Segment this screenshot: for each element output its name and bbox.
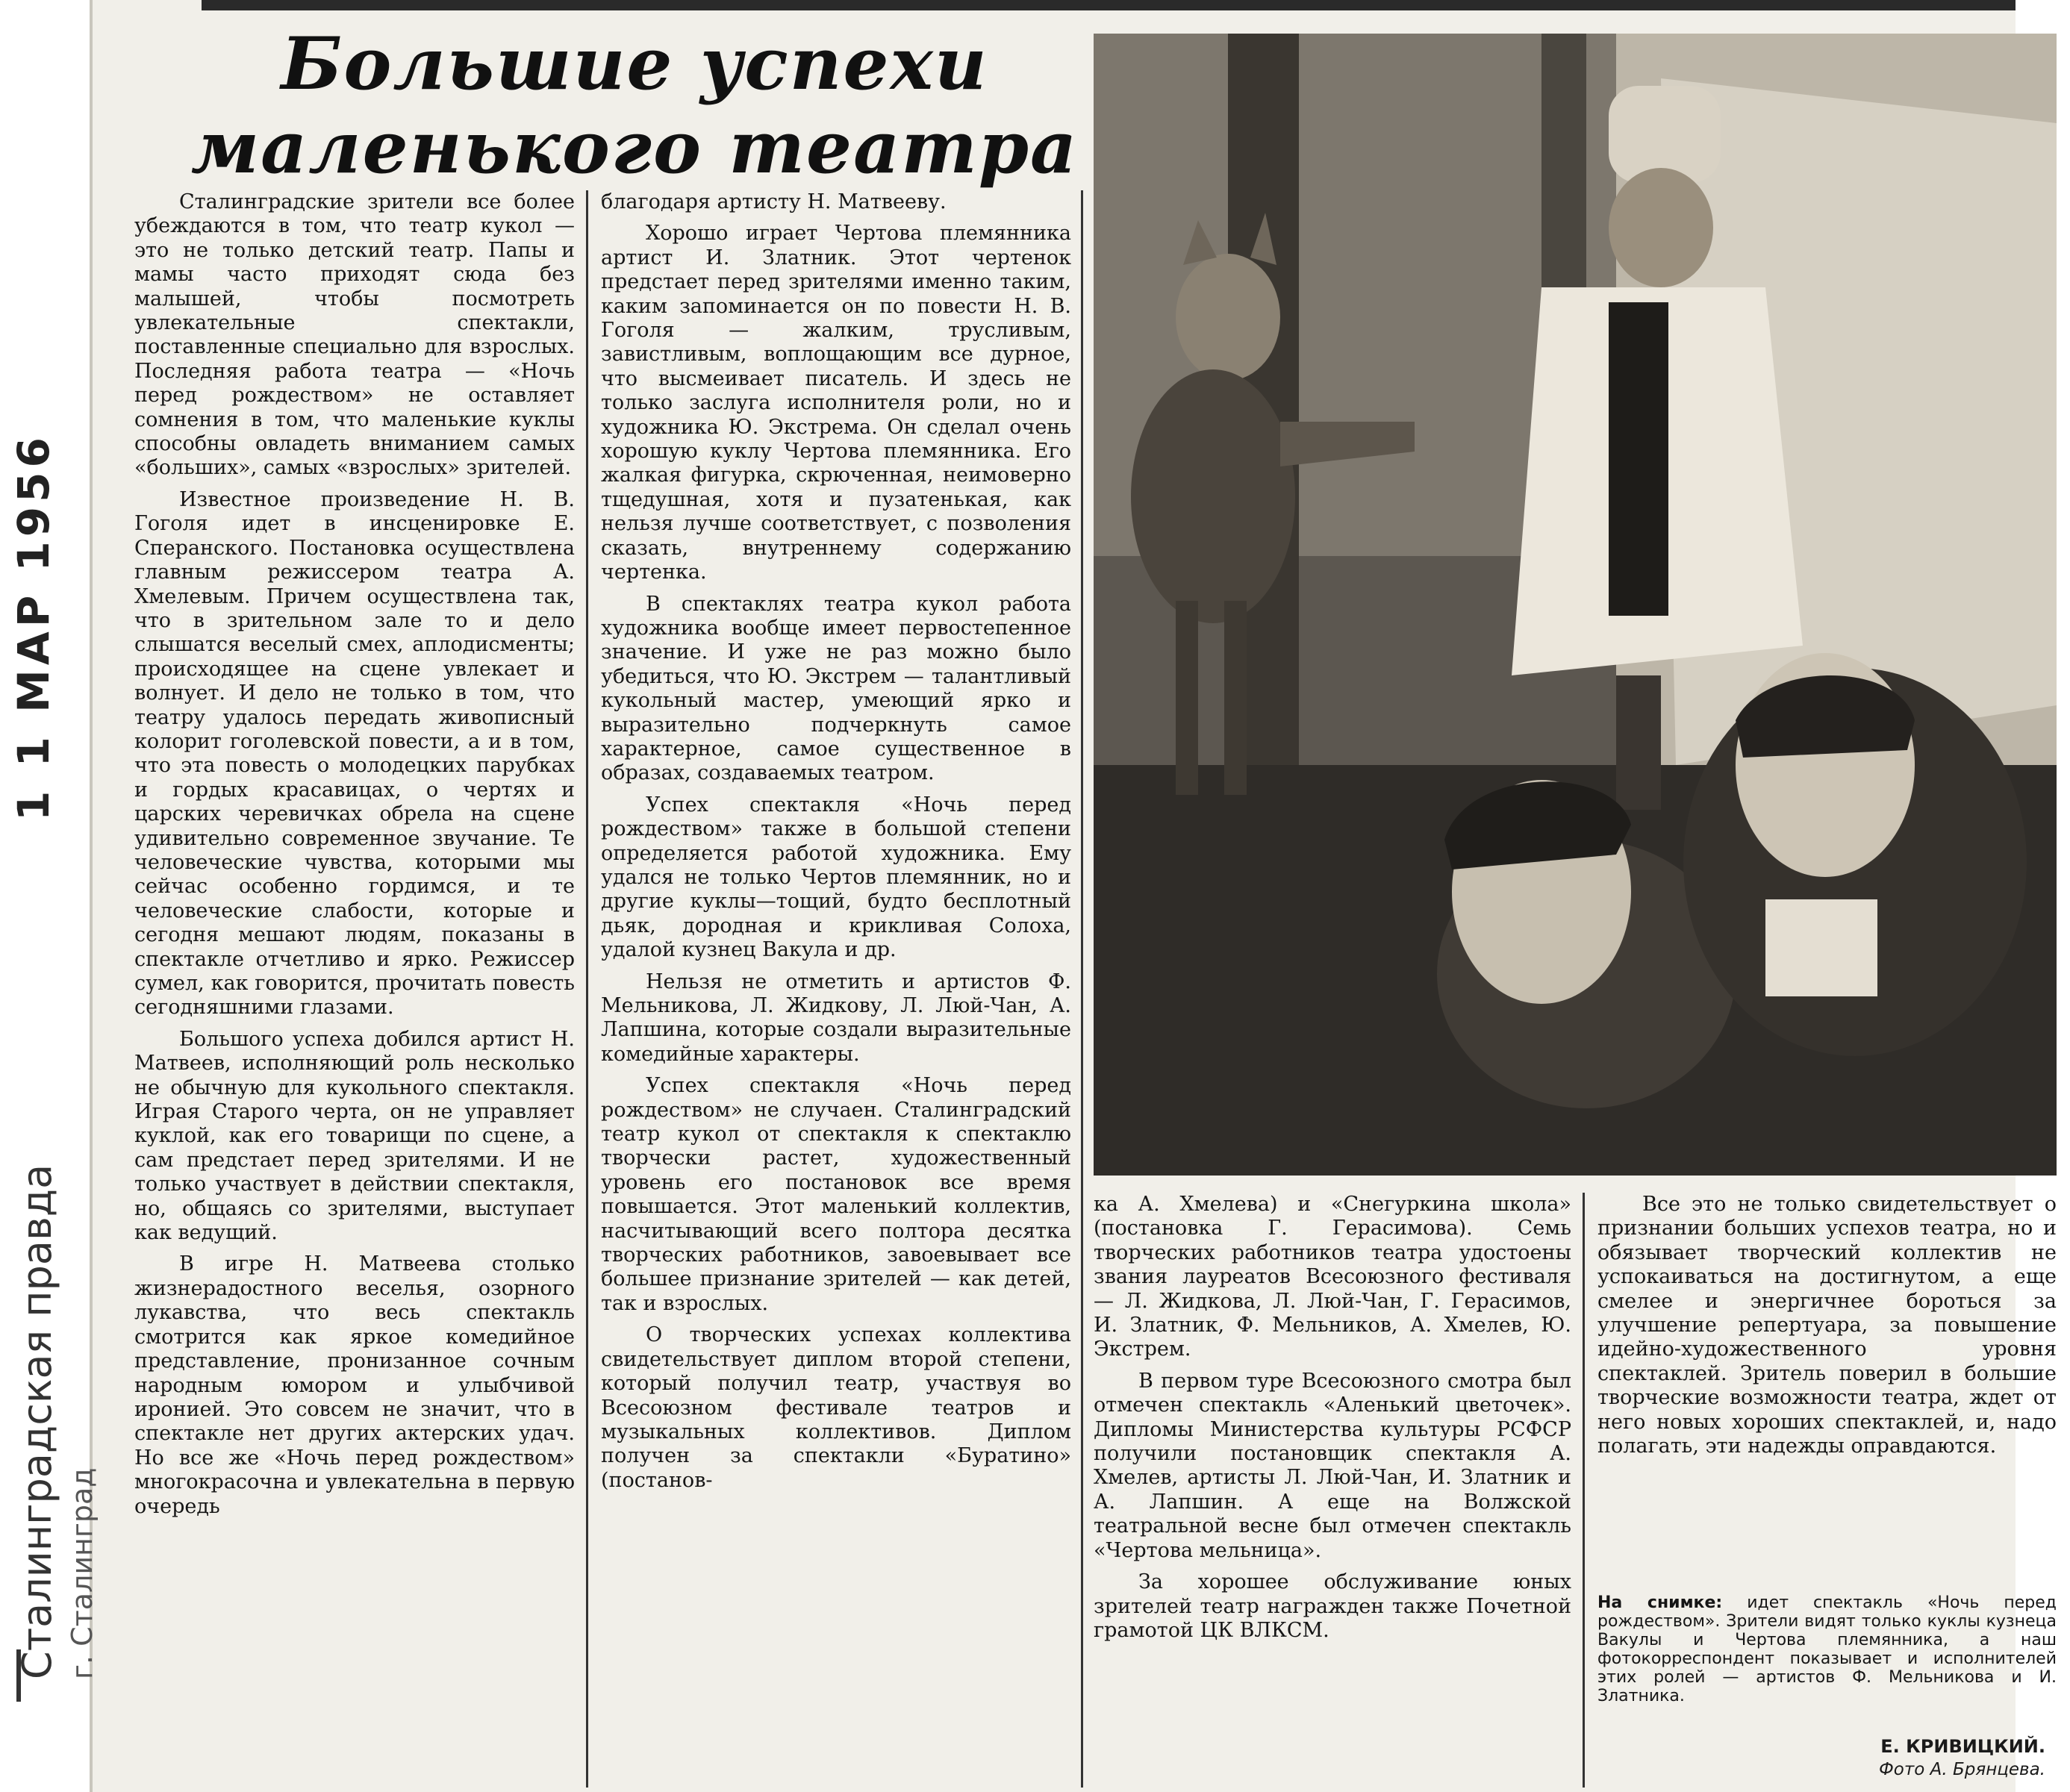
author-byline: Е. КРИВИЦКИЙ. xyxy=(1880,1736,2045,1757)
paragraph: Хорошо играет Чертова племянника артист И. Златник. Этот чертенок предстает перед зрителями именно таким, каким запоминается он по повести Н. В. Гоголя — жалким, трусливым, завистливым, воплощающим все дурное, что высмеивает писатель. И здесь не только заслуга исполнителя роли, но и художника Ю. Экстрема. Он сделал очень хорошую куклу Чертова племянника. Его жалкая фигурка, скрюченная, неимоверно тщедушная, хотя и пузатенькая, как нельзя лучше соответствует, с позволения сказать, внутреннему содержанию чертенка. xyxy=(601,222,1071,584)
column-4 xyxy=(1597,1193,2057,1581)
paragraph: Большого успеха добился артист Н. Матвеев, исполняющий роль несколько не обычную для кукольного спектакля. Играя Старого черта, он не управляет куклой, как его товарищи по сцене, а сам предстает перед зрителями. И не только участвует в действии спектакля, но, общаясь со зрителями, выступает как ведущий. xyxy=(134,1027,575,1245)
paragraph: В игре Н. Матвеева столько жизнерадостного веселья, озорного лукавства, что весь спектакль смотрится как яркое комедийное представление, пронизанное сочным народным юмором и улыбчивой иронией. Это совсем не значит, что в спектакле нет других актерских удач. Но все же «Ночь перед рождеством» многокрасочна и увлекательна в первую очередь xyxy=(134,1252,575,1518)
paragraph: В спектаклях театра кукол работа художника вообще имеет первостепенное значение. И уже не раз можно было убедиться, что Ю. Экстрем — талантливый кукольный мастер, умеющий ярко и выразительно подчеркнуть самое характерное, самое существенное в образах, создаваемых театром. xyxy=(601,592,1071,785)
source-stamp: Сталинградская правда xyxy=(13,1164,60,1679)
title-line-2: маленького театра xyxy=(190,105,1079,190)
paragraph: Успех спектакля «Ночь перед рождеством» не случаен. Сталинградский театр кукол от спектакля к спектаклю творчески растет, художественный уровень его постановок все время повышается. Этот маленький коллектив, насчитывающий всего полтора десятка творческих работников, завоевывает все большее признание зрителей — как детей, так и взрослых. xyxy=(601,1074,1071,1315)
photo-caption xyxy=(1597,1593,2057,1728)
column-1 xyxy=(134,190,575,1788)
paragraph: За хорошее обслуживание юных зрителей театр награжден также Почетной грамотой ЦК ВЛКСМ. xyxy=(1094,1570,1571,1642)
top-edge xyxy=(202,0,2060,10)
paragraph: Успех спектакля «Ночь перед рождеством» также в большой степени определяется работой художника. Ему удался не только Чертов племянник, но и другие куклы—тощий, будто бесплотный дьяк, дородная и крикливая Солоха, удалой кузнец Вакула и др. xyxy=(601,793,1071,962)
column-rule xyxy=(1583,1193,1585,1788)
column-rule xyxy=(1081,190,1083,1788)
paragraph: Сталинградские зрители все более убеждаются в том, что театр кукол — это не только детский театр. Папы и мамы часто приходят сюда без малышей, чтобы посмотреть увлекательные спектакли, поставленные специально для взрослых. Последняя работа театра — «Ночь перед рождеством» не оставляет сомнения в том, что маленькие куклы способны овладеть вниманием самых «больших», самых «взрослых» зрителей. xyxy=(134,190,575,480)
article-title xyxy=(187,22,1082,190)
caption-text: идет спектакль «Ночь перед рождеством». Зрители видят только куклы кузнеца Вакулы и Чертова племянника, а наш фотокорреспондент показывает и исполнителей этих ролей — артистов Ф. Мельникова и И. Златника. xyxy=(1597,1593,2057,1705)
date-stamp: 1 1 МАР 1956 xyxy=(8,433,59,821)
title-line-1: Большие успехи xyxy=(281,22,988,106)
paragraph: О творческих успехах коллектива свидетельствует диплом второй степени, который получил театр, участвуя во Всесоюзном фестивале театров и музыкальных коллективов. Диплом получен за спектакли «Буратино» (постанов- xyxy=(601,1323,1071,1492)
paragraph: Все это не только свидетельствует о признании больших успехов театра, но и обязывает творческий коллектив не успокаиваться на достигнутом, а еще смелее и энергичнее бороться за улучшение репертуара, за повышение идейно-художественного уровня спектаклей. Зритель поверил в большие творческие возможности театра, ждет от него новых хороших спектаклей, и, надо полагать, эти надежды оправдаются. xyxy=(1597,1193,2057,1458)
column-2 xyxy=(601,190,1071,1788)
source-substamp: г. Сталинград xyxy=(66,1467,99,1679)
paragraph: ка А. Хмелева) и «Снегуркина школа» (постановка Г. Герасимова). Семь творческих работников театра удостоены звания лауреатов Всесоюзного фестиваля — Л. Жидкова, Л. Люй-Чан, Г. Герасимов, И. Златник, Ф. Мельников, А. Хмелев, Ю. Экстрем. xyxy=(1094,1193,1571,1361)
paragraph: В первом туре Всесоюзного смотра был отмечен спектакль «Аленький цветочек». Дипломы Министерства культуры РСФСР получили постановщик спектакля А. Хмелев, артисты Л. Люй-Чан, И. Златник и А. Лапшин. А еще на Волжской театральной весне был отмечен спектакль «Чертова мельница». xyxy=(1094,1369,1571,1562)
photo-credit: Фото А. Брянцева. xyxy=(1878,1760,2045,1779)
column-rule xyxy=(586,190,588,1788)
caption-lead: На снимке: xyxy=(1597,1593,1723,1612)
performance-photo xyxy=(1094,34,2057,1176)
puppet-scene-illustration xyxy=(1094,34,2057,1176)
column-3 xyxy=(1094,1193,1571,1790)
paragraph: Известное произведение Н. В. Гоголя идет в инсценировке Е. Сперанского. Постановка осуществлена главным режиссером театра А. Хмелевым. Причем осуществлена так, что в зрительном зале то и дело слышатся веселый смех, аплодисменты; происходящее на сцене увлекает и волнует. И дело не только в том, что театру удалось передать живописный колорит гоголевской повести, а и в том, что эта повесть о молодецких парубках и гордых красавицах, о чертях и царских черевичках обрела на сцене удивительно современное звучание. Те человеческие чувства, которыми мы сейчас особенно гордимся, и те человеческие слабости, которые и сегодня мешают людям, показаны в спектакле отчетливо и ярко. Режиссер сумел, как говорится, прочитать повесть сегодняшними глазами. xyxy=(134,487,575,1020)
paragraph: Нельзя не отметить и артистов Ф. Мельникова, Л. Жидкову, Л. Люй-Чан, А. Лапшина, которые создали выразительные комедийные характеры. xyxy=(601,970,1071,1066)
paragraph: благодаря артисту Н. Матвееву. xyxy=(601,190,947,213)
